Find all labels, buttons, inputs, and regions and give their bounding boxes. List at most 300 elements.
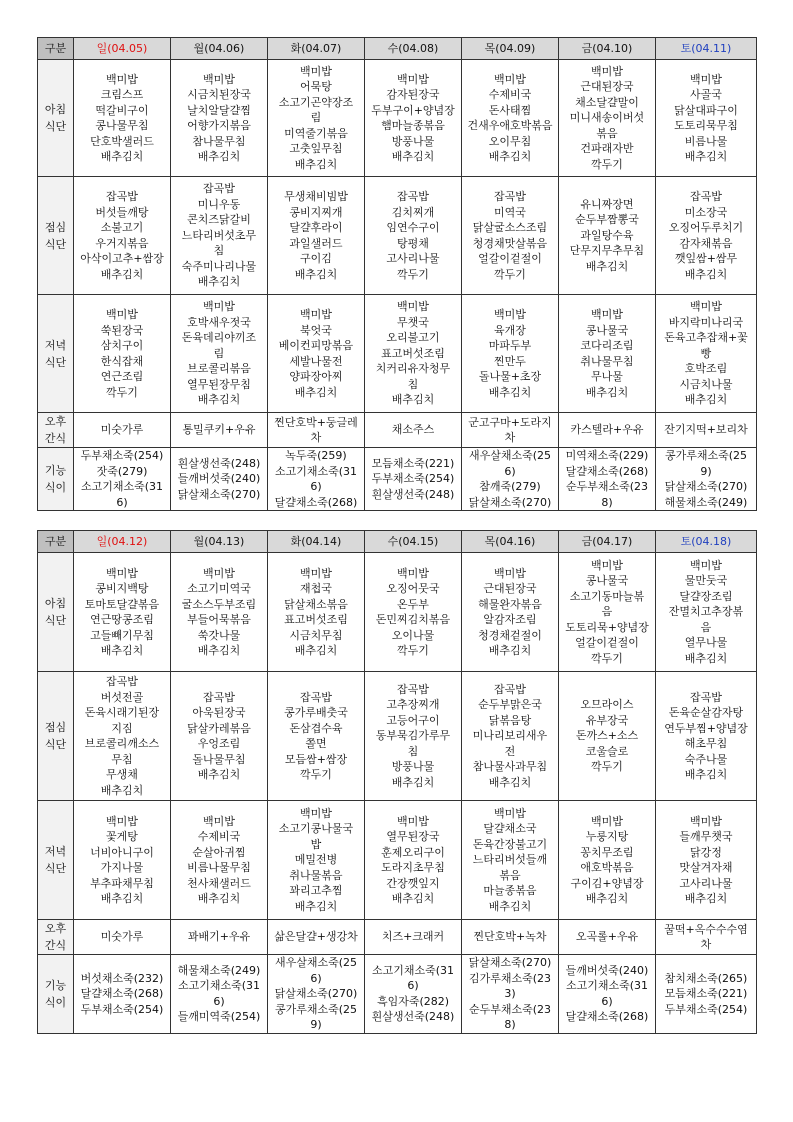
menu-item: 어향가지볶음 [187,119,251,132]
menu-item: 배추김치 [100,150,144,163]
menu-cell [365,801,462,920]
day-header: 화(04.14) [268,531,365,553]
menu-cell [462,448,559,511]
menu-item: 열무된장무침 [187,377,251,391]
row-label [38,955,74,1034]
menu-item: 닭강정 [690,845,722,859]
menu-item: 차 [310,431,322,444]
menu-item: 떡갈비구이 [95,103,149,117]
menu-cell [74,60,171,177]
menu-item: 과일탕수육 [580,228,634,242]
menu-cell [656,920,757,955]
menu-item: 유니짜장면 [580,197,634,211]
menu-item: 도토리묵무침 [674,119,738,132]
menu-item: 잔멸치고추장볶 [668,605,744,619]
menu-item: 꽈리고추찜 [289,884,343,898]
menu-cell [656,955,757,1034]
menu-cell [268,448,365,511]
menu-cell [559,553,656,672]
menu-item: 잡곡밥 [494,682,526,696]
breakfast-row [38,60,757,177]
menu-item: 돈사태찜 [488,103,532,117]
menu-item: 배추김치 [294,267,338,281]
therapeutic-diet-row [38,955,757,1034]
menu-item: 배추김치 [100,892,144,905]
menu-item: 깍두기 [397,267,429,281]
menu-item: 들깨버섯죽(240) [565,963,649,977]
day-header: 수(04.15) [365,531,462,553]
header-row [38,38,757,60]
header-row [38,531,757,553]
menu-cell [171,955,268,1034]
menu-item: 배추김치 [197,275,241,289]
menu-item: 콩비지찌개 [289,205,343,219]
menu-item: 채소주스 [391,423,435,437]
menu-item: 닭살채소죽(270) [468,495,552,509]
menu-item: 흑임자죽(282) [376,994,450,1008]
menu-item: 감자된장국 [386,88,440,101]
menu-cell [365,448,462,511]
menu-item: 두부채소죽(254) [80,449,164,462]
menu-item: 찐단호박+둥글레 [274,415,358,429]
menu-item: 방풍나물 [391,134,435,148]
menu-item: 전 [504,744,516,758]
menu-item: 소고기채소죽(31 [274,464,358,478]
menu-item: 잣죽(279) [96,464,148,478]
menu-cell [171,553,268,672]
menu-item: 소고기콩나물국 [278,822,354,836]
menu-item: 온두부 [397,597,429,611]
menu-item: 오징어두루치기 [668,221,744,234]
menu-item: 느타리버섯들깨 [472,853,548,867]
menu-item: 치즈+크래커 [381,930,445,944]
menu-item: 음 [700,620,712,634]
menu-item: 아욱된장국 [192,706,246,719]
menu-item: 배추김치 [197,768,241,781]
menu-item: 한식잡채 [100,354,144,368]
menu-item: 백미밥 [397,814,429,828]
menu-cell [171,295,268,413]
day-header: 일(04.05) [74,38,171,60]
menu-item: 무생채비빔밥 [284,190,348,203]
menu-item: 양파장아찌 [289,370,343,383]
row-label-line: 간식 [44,939,67,952]
breakfast-row [38,553,757,672]
menu-item: 임연수구이 [386,221,440,234]
menu-item: 6) [213,994,225,1008]
menu-item: 닭살채소죽(270) [177,487,261,501]
menu-item: 배추김치 [684,651,728,665]
menu-item: 콩나물국 [585,323,629,337]
menu-item: 백미밥 [591,308,623,321]
menu-item: 지짐 [111,721,133,735]
menu-item: 백미밥 [494,72,526,86]
menu-item: 애호박볶음 [580,861,634,874]
menu-item: 잡곡밥 [690,690,722,704]
menu-cell [365,672,462,801]
menu-item: 배추김치 [391,150,435,163]
day-header: 토(04.18) [656,531,757,553]
menu-item: 연근땅콩조림 [90,613,154,626]
menu-item: 찐만두 [494,354,526,368]
menu-item: 돈육데리야끼조 [181,331,257,345]
menu-item: 배추김치 [100,644,144,657]
menu-item: 비름나물 [684,134,728,148]
menu-item: 배추김치 [488,899,532,913]
menu-item: 맛살겨자채 [679,861,733,874]
menu-cell [268,413,365,448]
menu-item: 닭살채소죽(270) [468,956,552,969]
menu-item: 백미밥 [300,64,332,78]
menu-item: 청경채겉절이 [478,628,542,642]
day-header: 금(04.10) [559,38,656,60]
menu-item: 콩비지백탕 [95,582,149,595]
menu-item: 어묵탕 [300,80,332,94]
menu-cell [462,60,559,177]
menu-item: 침 [407,377,419,391]
menu-item: 도토리묵+양념장 [565,620,649,634]
menu-item: 깍두기 [300,768,332,781]
row-label-line: 식이 [44,995,67,1009]
menu-item: 림 [310,111,322,125]
menu-item: 미니새송이버섯 [569,111,645,125]
menu-item: 6) [504,464,516,478]
menu-item: 잔기지떡+보리차 [664,423,748,437]
menu-item: 순두부채소죽(23 [565,480,649,493]
menu-item: 표고버섯조림 [381,346,445,360]
menu-item: 콩나물국 [585,574,629,588]
menu-item: 쫄면 [305,737,327,750]
menu-item: 오이나물 [391,628,435,642]
weekly-menu-table-1 [37,37,757,511]
menu-item: 들깨무챗국 [679,830,733,843]
menu-item: 배추김치 [684,768,728,781]
menu-item: 들깨미역죽(254) [177,1010,261,1024]
row-label-line: 식단 [44,738,67,751]
menu-item: 단호박샐러드 [90,134,154,148]
menu-cell [268,177,365,295]
menu-cell [656,801,757,920]
menu-cell [656,177,757,295]
menu-item: 천사채샐러드 [187,876,251,890]
menu-item: 근대된장국 [580,80,634,94]
menu-item: 잡곡밥 [203,182,235,196]
menu-item: 모듬쌈+쌈장 [284,752,348,766]
row-label-line: 점심 [44,721,67,734]
menu-item: 건새우애호박볶음 [467,119,553,132]
menu-item: 배추김치 [684,892,728,905]
menu-item: 시금치무침 [289,628,343,642]
menu-item: 백미밥 [203,814,235,828]
menu-item: 6) [310,971,322,985]
menu-item: 백미밥 [690,72,722,86]
menu-item: 순살아귀찜 [192,845,246,859]
menu-cell [171,448,268,511]
day-header: 월(04.13) [171,531,268,553]
menu-item: 돈민찌김치볶음 [375,613,451,626]
menu-cell [462,413,559,448]
menu-item: 탕평채 [397,236,429,250]
menu-item: 소고기미역국 [187,582,251,595]
row-label [38,448,74,511]
menu-cell [559,413,656,448]
menu-item: 9) [310,1018,322,1031]
menu-item: 닭살채소죽(270) [664,480,748,493]
row-label-line: 기능 [44,978,67,992]
menu-item: 소고기채소죽(31 [80,480,164,493]
menu-item: 해물채소죽(249) [177,963,261,977]
menu-item: 돌나물무침 [192,752,246,766]
menu-cell [559,295,656,413]
row-label-line: 식단 [44,120,67,133]
menu-item: 오리불고기 [386,331,440,345]
menu-item: 달걀채소국 [483,822,537,836]
menu-item: 8) [601,495,613,509]
menu-item: 배추김치 [197,892,241,905]
menu-item: 흰살생선죽(248) [371,487,455,501]
menu-item: 백미밥 [397,72,429,86]
menu-item: 베이컨피망볶음 [278,339,354,352]
menu-item: 미소장국 [684,205,728,219]
menu-item: 간장깻잎지 [386,876,440,890]
menu-item: 닭볶음탕 [488,713,532,727]
menu-item: 돈육간장불고기 [472,837,548,851]
menu-item: 사골국 [690,88,722,101]
menu-item: 코울슬로 [585,744,629,758]
menu-item: 깍두기 [106,385,138,399]
menu-cell [656,553,757,672]
menu-item: 우거지볶음 [95,236,149,250]
row-label-line: 식단 [44,355,67,369]
menu-item: 순두부채소죽(23 [468,1002,552,1016]
menu-item: 연두부찜+양념장 [664,721,748,735]
menu-item: 오므라이스 [580,698,634,712]
row-label [38,177,74,295]
menu-item: 참나물무침 [192,134,246,148]
menu-item: 잡곡밥 [397,190,429,203]
menu-item: 구이김 [300,252,332,265]
menu-item: 근대된장국 [483,582,537,595]
row-label-line: 기능 [44,464,67,477]
menu-item: 오징어뭇국 [386,582,440,595]
menu-item: 코다리조림 [580,339,634,352]
menu-item: 깍두기 [591,157,623,171]
menu-cell [365,920,462,955]
menu-cell [462,920,559,955]
menu-cell [268,553,365,672]
menu-item: 백미밥 [397,300,429,314]
menu-item: 굴소스두부조림 [181,597,257,611]
menu-item: 소고기채소죽(31 [371,963,455,977]
menu-cell [559,920,656,955]
menu-item: 수제비국 [197,830,241,843]
menu-item: 잡곡밥 [494,190,526,203]
menu-item: 해물완자볶음 [478,597,542,611]
menu-cell [365,955,462,1034]
snack-row [38,920,757,955]
menu-item: 버섯전골 [100,690,144,704]
menu-item: 무생채 [106,768,138,781]
menu-item: 달걀채소죽(268) [80,987,164,1000]
menu-item: 차 [504,431,516,444]
menu-item: 순두부짬뽕국 [575,213,639,227]
menu-item: 느타리버섯초무 [181,228,257,242]
corner-label: 구분 [38,531,74,553]
menu-cell [462,672,559,801]
menu-item: 고등어구이 [386,713,440,727]
menu-item: 수제비국 [488,88,532,101]
menu-item: 고들빼기무침 [90,628,154,642]
menu-item: 배추김치 [585,259,629,273]
menu-item: 깍두기 [591,760,623,774]
menu-item: 차 [700,938,712,951]
menu-item: 닭살굴소스조림 [472,221,548,234]
menu-item: 닭살채소죽(270) [274,987,358,1000]
menu-item: 고사리나물 [679,876,733,890]
menu-item: 미니우동 [197,197,241,211]
menu-item: 고춧잎무침 [289,142,343,156]
row-label-line: 식단 [44,237,67,251]
menu-item: 배추김치 [197,150,241,163]
menu-item: 미역국 [494,205,526,219]
menu-cell [74,801,171,920]
menu-cell [74,955,171,1034]
menu-item: 치커리유자청무 [375,362,451,376]
menu-item: 잡곡밥 [690,190,722,203]
menu-item: 닭살채소볶음 [284,597,348,611]
menu-item: 볶음 [499,868,521,882]
menu-item: 호박새우젓국 [187,315,251,329]
menu-item: 9) [700,464,712,478]
menu-item: 소고기동마늘볶 [569,589,645,603]
menu-cell [559,672,656,801]
menu-item: 채소달걀말이 [575,95,639,109]
menu-item: 배추김치 [100,267,144,281]
menu-item: 배추김치 [684,267,728,281]
menu-cell [462,801,559,920]
menu-item: 고사리나물 [386,252,440,265]
menu-item: 돈육시래기된장 [84,706,160,719]
menu-item: 녹두죽(259) [285,449,347,462]
menu-item: 백미밥 [106,814,138,828]
menu-cell [559,448,656,511]
menu-cell [74,177,171,295]
menu-item: 무챗국 [397,315,429,329]
menu-cell [171,801,268,920]
menu-item: 림 [213,346,225,360]
menu-item: 버섯채소죽(232) [80,971,164,985]
menu-item: 흰살생선죽(248) [177,456,261,470]
menu-item: 닭살대파구이 [674,103,738,117]
menu-cell [74,553,171,672]
menu-item: 소고기채소죽(31 [177,979,261,993]
menu-item: 콩가루채소죽(25 [664,449,748,462]
menu-item: 북엇국 [300,323,332,337]
menu-item: 순두부맑은국 [478,698,542,712]
menu-cell [74,295,171,413]
menu-item: 6) [116,495,128,509]
menu-item: 닭살카레볶음 [187,721,251,735]
menu-item: 배추김치 [488,644,532,657]
menu-item: 콩나물무침 [95,119,149,132]
menu-item: 미역채소죽(229) [565,449,649,462]
menu-item: 단무지무추무침 [569,244,645,258]
menu-item: 열무된장국 [386,830,440,843]
menu-item: 방풍나물 [391,760,435,774]
menu-item: 쑥된장국 [100,323,144,337]
row-label [38,295,74,413]
menu-item: 두부채소죽(254) [664,1002,748,1016]
menu-item: 숙주미나리나물 [181,259,257,273]
menu-cell [559,955,656,1034]
menu-item: 백미밥 [591,814,623,828]
menu-item: 배추김치 [585,892,629,905]
menu-item: 날치알달걀찜 [187,103,251,117]
menu-item: 백미밥 [494,566,526,580]
menu-item: 토마토달걀볶음 [84,597,160,611]
menu-cell [171,672,268,801]
menu-item: 숙주나물 [684,752,728,766]
menu-item: 세발나물전 [289,354,343,368]
menu-item: 깍두기 [494,267,526,281]
menu-item: 아삭이고추+쌈장 [80,252,164,265]
menu-item: 얼갈이겉절이 [478,252,542,265]
menu-cell [74,672,171,801]
menu-cell [268,295,365,413]
menu-item: 구이김+양념장 [570,876,644,890]
menu-item: 새우살채소죽(25 [468,449,552,462]
row-label-line: 오후 [44,415,67,428]
menu-item: 두부구이+양념장 [371,103,455,117]
menu-item: 삼치구이 [100,339,144,352]
menu-item: 백미밥 [690,814,722,828]
menu-item: 볶음 [596,126,618,140]
menu-item: 배추김치 [684,393,728,407]
menu-item: 마파두부 [488,339,532,352]
menu-cell [365,60,462,177]
menu-item: 6) [407,979,419,993]
menu-cell [268,60,365,177]
menu-cell [74,413,171,448]
row-label-line: 저녁 [44,338,67,352]
menu-item: 비름나물무침 [187,861,251,874]
weekly-menu-table-2 [37,530,757,1034]
menu-item: 부들어묵볶음 [187,613,251,626]
menu-item: 소고기곤약장조 [278,95,354,109]
menu-item: 백미밥 [203,300,235,314]
menu-item: 재첩국 [300,582,332,595]
menu-item: 모듬채소죽(221) [664,987,748,1000]
menu-item: 배추김치 [294,644,338,657]
menu-item: 침 [407,744,419,758]
row-label-line: 점심 [44,220,67,234]
menu-item: 백미밥 [106,308,138,321]
day-header: 월(04.06) [171,38,268,60]
menu-item: 배추김치 [391,892,435,905]
menu-item: 오이무침 [488,134,532,148]
day-header: 목(04.09) [462,38,559,60]
row-label [38,801,74,920]
menu-item: 배추김치 [585,385,629,399]
row-label-line: 아침 [44,103,67,116]
menu-item: 백미밥 [494,806,526,820]
menu-item: 해물채소죽(249) [664,495,748,509]
menu-item: 달걀후라이 [289,221,343,234]
menu-item: 너비아니구이 [90,845,154,859]
menu-item: 통밀쿠키+우유 [182,423,256,437]
menu-item: 백미밥 [591,64,623,78]
menu-item: 깍두기 [397,644,429,657]
